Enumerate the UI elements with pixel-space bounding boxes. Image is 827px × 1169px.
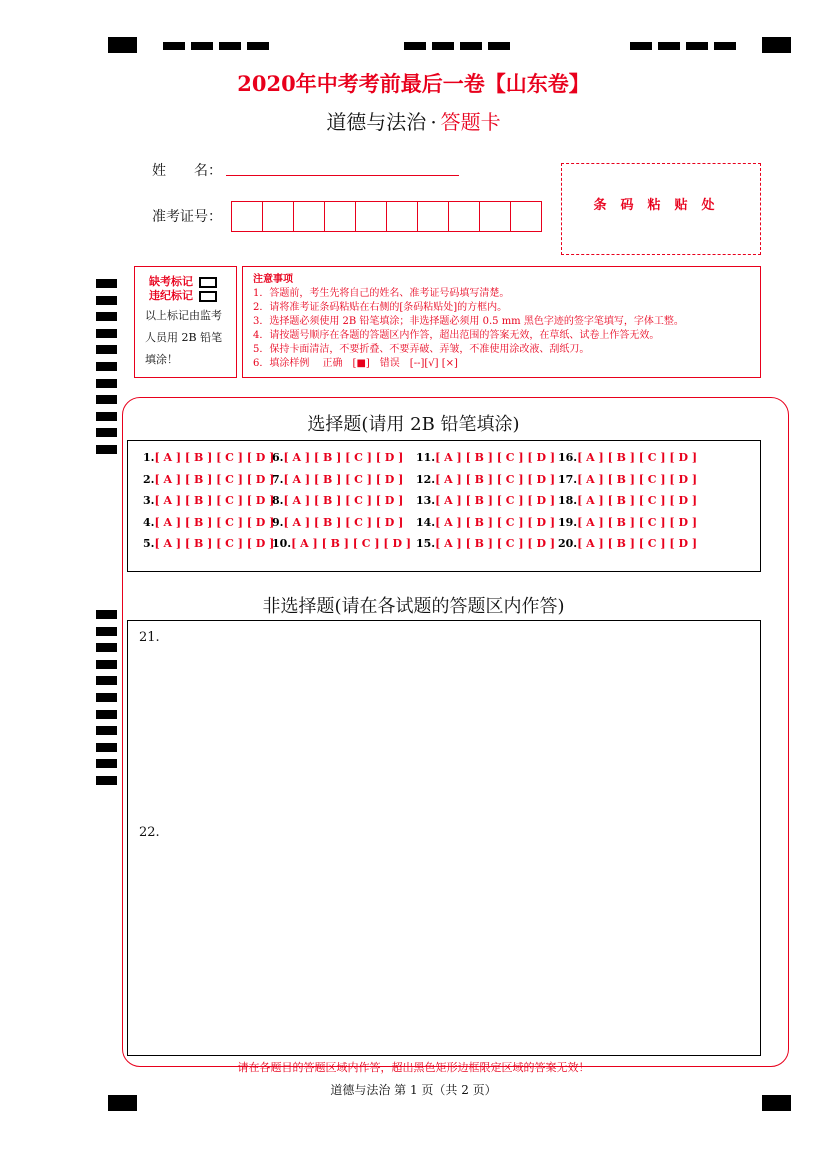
timing-mark [96, 445, 117, 454]
warning-text: 请在各题目的答题区域内作答，超出黑色矩形边框限定区域的答案无效！ [237, 1061, 590, 1074]
mc-options[interactable]: [ A ] [ B ] [ C ] [ D ] [435, 472, 556, 486]
timing-mark [108, 37, 137, 53]
timing-mark [96, 296, 117, 305]
mark-note-2: 人员用 2B 铅笔 [145, 331, 223, 344]
violation-checkbox[interactable] [199, 291, 217, 302]
exam-title: 2020年中考考前最后一卷【山东卷】 [237, 71, 590, 96]
mc-options[interactable]: [ A ] [ B ] [ C ] [ D ] [435, 494, 556, 507]
mc-question[interactable] [416, 494, 555, 507]
mc-question-number: 2. [143, 472, 155, 486]
mc-question[interactable] [272, 451, 403, 464]
name-field[interactable] [226, 175, 459, 176]
mc-options[interactable]: [ A ] [ B ] [ C ] [ D ] [154, 537, 275, 550]
mark-note-3: 填涂！ [145, 353, 178, 366]
subject-title [0, 106, 827, 135]
mc-options[interactable]: [ A ] [ B ] [ C ] [ D ] [577, 494, 698, 507]
timing-mark [96, 395, 117, 404]
timing-mark [460, 42, 482, 50]
card-label: 答题卡 [440, 110, 501, 134]
timing-mark [191, 42, 213, 50]
mc-question-number: 6. [272, 451, 284, 464]
timing-mark [96, 776, 117, 785]
mc-options[interactable]: [ A ] [ B ] [ C ] [ D ] [283, 472, 404, 486]
barcode-label: 条码粘贴处 [593, 198, 729, 213]
id-digit-box[interactable] [387, 202, 418, 231]
notice-heading: 注意事项 [253, 274, 293, 285]
mc-question[interactable] [272, 473, 403, 486]
mc-options[interactable]: [ A ] [ B ] [ C ] [ D ] [577, 472, 698, 486]
mc-question-number: 17. [558, 472, 578, 486]
mc-options[interactable]: [ A ] [ B ] [ C ] [ D ] [577, 451, 698, 464]
notice-item: 4．请按题号顺序在各题的答题区内作答，超出范围的答案无效，在草纸、试卷上作答无效。 [253, 330, 660, 341]
timing-mark [658, 42, 680, 50]
timing-mark [96, 379, 117, 388]
timing-mark [163, 42, 185, 50]
mark-box [134, 266, 237, 378]
name-label: 姓 名： [152, 163, 222, 179]
mc-options[interactable]: [ A ] [ B ] [ C ] [ D ] [435, 537, 556, 550]
id-label: 准考证号： [152, 209, 222, 225]
mc-question-number: 7. [272, 472, 284, 486]
timing-mark [219, 42, 241, 50]
open-answer-box[interactable] [127, 620, 761, 1056]
absent-checkbox[interactable] [199, 277, 217, 288]
mc-question-number: 8. [272, 494, 284, 507]
mc-question-number: 10. [272, 537, 292, 550]
id-digit-box[interactable] [263, 202, 294, 231]
timing-mark [96, 362, 117, 371]
timing-mark [96, 710, 117, 719]
id-digit-box[interactable] [418, 202, 449, 231]
timing-mark [247, 42, 269, 50]
violation-label: 违纪标记 [149, 289, 193, 302]
absent-label: 缺考标记 [149, 275, 193, 288]
open-section-title: 非选择题(请在各试题的答题区内作答) [262, 596, 565, 617]
mc-question-number: 3. [143, 494, 155, 507]
mc-options[interactable]: [ A ] [ B ] [ C ] [ D ] [577, 537, 698, 550]
mc-question[interactable] [558, 494, 697, 507]
mc-question-number: 14. [416, 515, 436, 529]
notice-item: 2．请将准考证条码粘贴在右侧的[条码粘贴处]的方框内。 [253, 302, 508, 313]
mc-question[interactable] [416, 537, 555, 550]
notice-box [242, 266, 761, 378]
id-digit-box[interactable] [232, 202, 263, 231]
mc-options[interactable]: [ A ] [ B ] [ C ] [ D ] [283, 515, 404, 529]
mc-question[interactable] [558, 537, 697, 550]
mc-question[interactable] [143, 516, 274, 529]
timing-mark [404, 42, 426, 50]
mc-question-number: 19. [558, 515, 578, 529]
timing-mark [96, 743, 117, 752]
notice-item: 3．选择题必须使用 2B 铅笔填涂；非选择题必须用 0.5 mm 黑色字迹的签字笔填写，字体工整。 [253, 316, 684, 327]
timing-mark [96, 279, 117, 288]
id-digit-box[interactable] [480, 202, 511, 231]
id-digit-box[interactable] [356, 202, 387, 231]
mc-question-number: 20. [558, 537, 578, 550]
mc-question[interactable] [143, 537, 274, 550]
mc-question[interactable] [416, 451, 555, 464]
mc-options[interactable]: [ A ] [ B ] [ C ] [ D ] [435, 515, 556, 529]
mc-question[interactable] [416, 516, 555, 529]
mc-options[interactable]: [ A ] [ B ] [ C ] [ D ] [154, 494, 275, 507]
mc-question[interactable] [272, 537, 411, 550]
notice-item: 6．填涂样例 正确 [■] 错误 [--][√] [×] [253, 358, 458, 369]
mc-section-title: 选择题(请用 2B 铅笔填涂) [307, 414, 520, 435]
subject-name: 道德与法治 [326, 110, 427, 134]
title-dot: · [430, 110, 437, 134]
mc-question[interactable] [416, 473, 555, 486]
timing-mark [714, 42, 736, 50]
timing-mark [488, 42, 510, 50]
id-field[interactable] [231, 201, 542, 232]
mc-question[interactable] [558, 516, 697, 529]
question-21-number: 21. [139, 630, 160, 645]
mc-question[interactable] [143, 494, 274, 507]
mc-question-number: 11. [416, 451, 436, 464]
timing-mark [96, 329, 117, 338]
timing-mark [96, 693, 117, 702]
mc-options[interactable]: [ A ] [ B ] [ C ] [ D ] [283, 451, 404, 464]
id-digit-box[interactable] [325, 202, 356, 231]
mc-options[interactable]: [ A ] [ B ] [ C ] [ D ] [283, 494, 404, 507]
mc-options[interactable]: [ A ] [ B ] [ C ] [ D ] [577, 515, 698, 529]
timing-mark [96, 726, 117, 735]
mc-options[interactable]: [ A ] [ B ] [ C ] [ D ] [291, 537, 412, 550]
timing-mark [96, 643, 117, 652]
timing-mark [686, 42, 708, 50]
mc-question-number: 18. [558, 494, 578, 507]
mc-question[interactable] [143, 451, 274, 464]
page-footer: 道德与法治 第 1 页（共 2 页） [330, 1083, 497, 1097]
mc-options[interactable]: [ A ] [ B ] [ C ] [ D ] [154, 472, 275, 486]
mc-question-number: 1. [143, 451, 155, 464]
mc-options[interactable]: [ A ] [ B ] [ C ] [ D ] [154, 451, 275, 464]
mc-question-number: 16. [558, 451, 578, 464]
mc-question-number: 13. [416, 494, 436, 507]
mc-question[interactable] [558, 473, 697, 486]
mc-question[interactable] [143, 473, 274, 486]
mc-question-number: 15. [416, 537, 436, 550]
mc-question-number: 4. [143, 515, 155, 529]
timing-mark [96, 676, 117, 685]
timing-mark [96, 660, 117, 669]
mark-note-1: 以上标记由监考 [145, 309, 222, 322]
mc-options[interactable]: [ A ] [ B ] [ C ] [ D ] [435, 451, 556, 464]
id-digit-box[interactable] [294, 202, 325, 231]
mc-question[interactable] [558, 451, 697, 464]
mc-question-number: 5. [143, 537, 155, 550]
id-digit-box[interactable] [449, 202, 480, 231]
id-digit-box[interactable] [511, 202, 541, 231]
mc-question-number: 9. [272, 515, 284, 529]
timing-mark [630, 42, 652, 50]
notice-item: 1．答题前，考生先将自己的姓名、准考证号码填写清楚。 [253, 288, 510, 299]
mc-question-number: 12. [416, 472, 436, 486]
question-22-number: 22. [139, 825, 160, 840]
timing-mark [432, 42, 454, 50]
timing-mark [96, 345, 117, 354]
mc-question[interactable] [272, 516, 403, 529]
mc-options[interactable]: [ A ] [ B ] [ C ] [ D ] [154, 515, 275, 529]
mc-question[interactable] [272, 494, 403, 507]
notice-item: 5．保持卡面清洁，不要折叠、不要弄破、弄皱，不准使用涂改液、刮纸刀。 [253, 344, 590, 355]
timing-mark [96, 312, 117, 321]
timing-mark [96, 759, 117, 768]
timing-mark [96, 627, 117, 636]
timing-mark [762, 37, 791, 53]
barcode-area[interactable] [561, 163, 761, 255]
